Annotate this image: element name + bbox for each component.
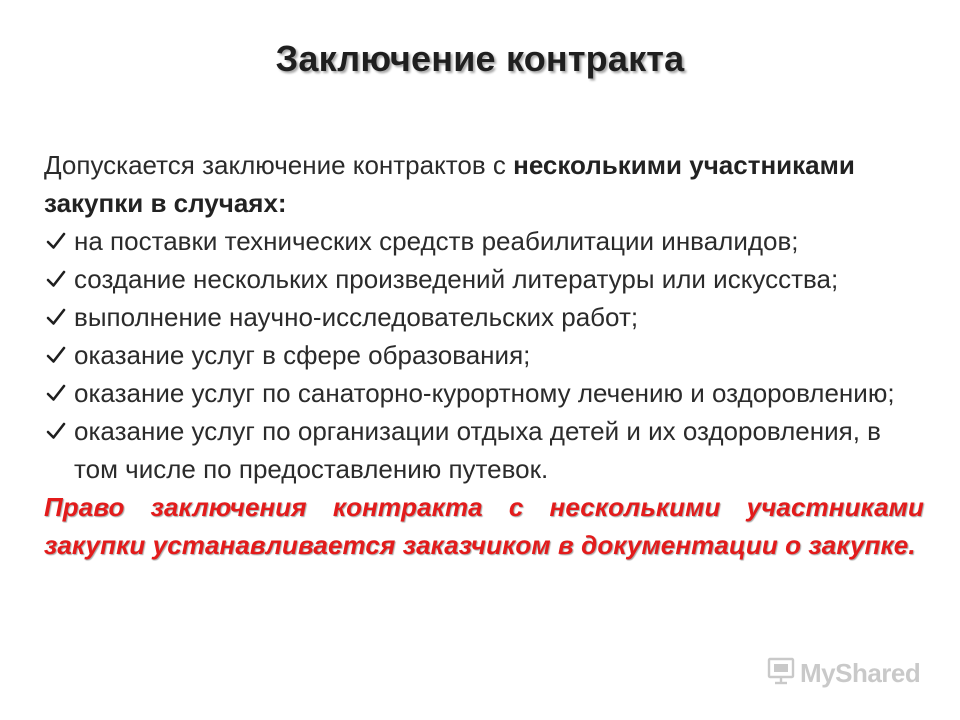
list-item-text: выполнение научно-исследовательских работ; bbox=[74, 302, 639, 332]
list-item-text: оказание услуг по организации отдыха детей и их оздоровления, в том числе по предоставлению путевок. bbox=[74, 416, 881, 484]
case-list bbox=[44, 222, 924, 488]
list-item bbox=[44, 260, 924, 298]
checkmark-icon bbox=[46, 260, 70, 298]
checkmark-icon bbox=[46, 298, 70, 336]
watermark bbox=[766, 656, 920, 691]
slide-content bbox=[44, 146, 924, 564]
checkmark-icon bbox=[46, 222, 70, 260]
list-item-text: оказание услуг в сфере образования; bbox=[74, 340, 531, 370]
list-item bbox=[44, 412, 924, 488]
checkmark-icon bbox=[46, 336, 70, 374]
checkmark-icon bbox=[46, 374, 70, 412]
slide-title: Заключение контракта bbox=[275, 38, 685, 79]
intro-paragraph bbox=[44, 146, 924, 222]
list-item bbox=[44, 298, 924, 336]
list-item-text: оказание услуг по санаторно-курортному лечению и оздоровлению; bbox=[74, 378, 895, 408]
list-item bbox=[44, 374, 924, 412]
watermark-text: MyShared bbox=[800, 658, 921, 688]
intro-normal-text: Допускается заключение контрактов с bbox=[44, 150, 514, 180]
list-item-text: создание нескольких произведений литературы или искусства; bbox=[74, 264, 839, 294]
highlighted-note: Право заключения контракта с несколькими участниками закупки устанавливается заказчиком в документации о закупке. bbox=[44, 492, 924, 560]
checkmark-icon bbox=[46, 412, 70, 450]
presentation-board-icon bbox=[766, 656, 796, 691]
list-item bbox=[44, 336, 924, 374]
list-item bbox=[44, 222, 924, 260]
intro-bold-text: несколькими участниками закупки в случаях: bbox=[44, 150, 855, 218]
list-item-text: на поставки технических средств реабилитации инвалидов; bbox=[74, 226, 799, 256]
